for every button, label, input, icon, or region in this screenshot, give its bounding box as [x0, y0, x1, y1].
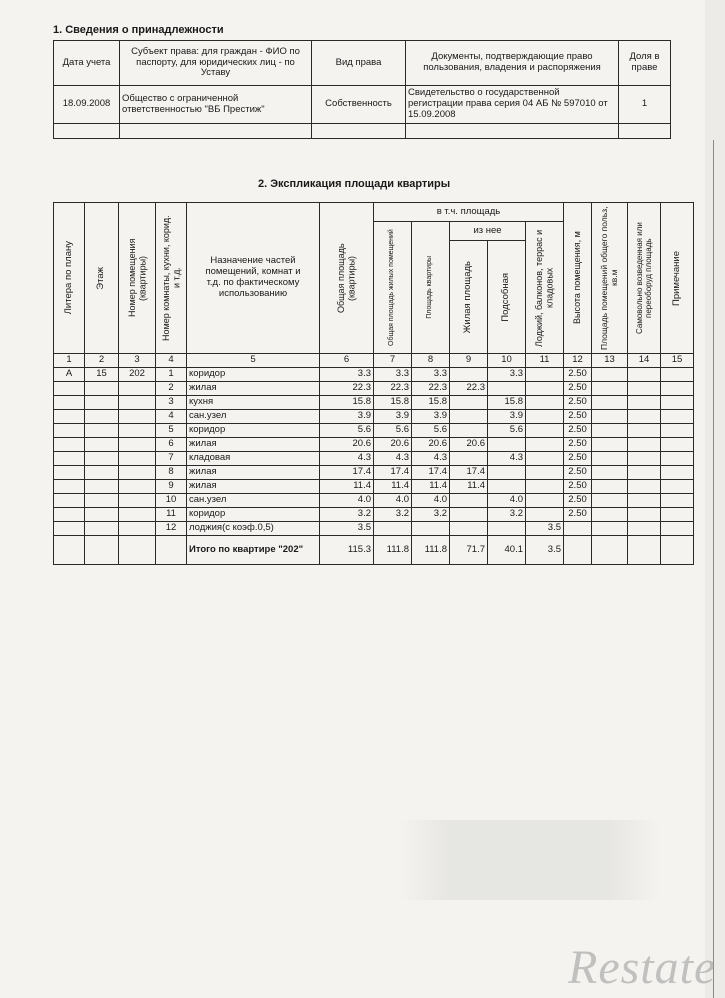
cell-lit: [54, 438, 85, 452]
cell-h: 2.50: [564, 368, 592, 382]
page-edge: [713, 140, 714, 998]
cell-log: [526, 368, 564, 382]
cell-total: 11.4: [320, 480, 374, 494]
cell-log: [526, 410, 564, 424]
table-row: [54, 452, 694, 466]
total-living: 71.7: [450, 536, 488, 565]
cell-name: лоджия(с коэф.0,5): [187, 522, 320, 536]
header-apt-area: Площадь квартиры: [426, 256, 434, 319]
cell-empty: [628, 522, 661, 536]
column-number: 1: [54, 354, 85, 368]
cell-floor: [85, 522, 119, 536]
cell-lit: А: [54, 368, 85, 382]
cell-lt: [374, 522, 412, 536]
cell-lt: 15.8: [374, 396, 412, 410]
cell-empty: [592, 466, 628, 480]
cell-lit: [54, 480, 85, 494]
table-row: [54, 522, 694, 536]
owner-subject: Общество с ограниченной ответственностью "ВБ Престиж": [120, 86, 312, 124]
cell-lt: 5.6: [374, 424, 412, 438]
cell-apa: 20.6: [412, 438, 450, 452]
cell-total: 5.6: [320, 424, 374, 438]
column-number: 5: [187, 354, 320, 368]
cell-log: [526, 424, 564, 438]
header-subject: Субъект права: для граждан - ФИО по паспорту, для юридических лиц - по Уставу: [120, 41, 312, 86]
total-row: [54, 536, 694, 565]
back-side-bleed: [400, 820, 660, 900]
cell-lit: [54, 452, 85, 466]
cell-room: 12: [156, 522, 187, 536]
cell-liv: 20.6: [450, 438, 488, 452]
cell-empty: [628, 452, 661, 466]
cell-apa: 3.2: [412, 508, 450, 522]
table-row: [54, 480, 694, 494]
cell-liv: 22.3: [450, 382, 488, 396]
cell-apt: [119, 438, 156, 452]
cell-total: 15.8: [320, 396, 374, 410]
cell-apa: 11.4: [412, 480, 450, 494]
cell-log: 3.5: [526, 522, 564, 536]
cell-name: кухня: [187, 396, 320, 410]
cell-log: [526, 396, 564, 410]
cell-room: 1: [156, 368, 187, 382]
cell-aux: [488, 438, 526, 452]
cell-h: [564, 522, 592, 536]
total-aux: 40.1: [488, 536, 526, 565]
header-floor: Этаж: [95, 266, 107, 290]
cell-total: 3.3: [320, 368, 374, 382]
cell-empty: [592, 480, 628, 494]
cell-empty: [592, 382, 628, 396]
cell-empty: [628, 410, 661, 424]
cell-apa: 5.6: [412, 424, 450, 438]
cell-log: [526, 452, 564, 466]
cell-name: жилая: [187, 438, 320, 452]
header-note: Примечание: [670, 250, 682, 306]
column-number: 12: [564, 354, 592, 368]
cell-apt: [119, 396, 156, 410]
cell-liv: [450, 494, 488, 508]
ownership-table: [53, 40, 671, 139]
cell-liv: [450, 452, 488, 466]
column-numbers-row: [54, 354, 694, 368]
owner-share: 1: [619, 86, 671, 124]
cell-empty: [628, 466, 661, 480]
cell-h: 2.50: [564, 424, 592, 438]
total-label: Итого по квартире "202": [187, 536, 320, 565]
cell-aux: 5.6: [488, 424, 526, 438]
section1-title: 1. Сведения о принадлежности: [53, 24, 224, 36]
header-date: Дата учета: [54, 41, 120, 86]
cell-name: коридор: [187, 508, 320, 522]
cell-aux: [488, 466, 526, 480]
column-number: 9: [450, 354, 488, 368]
cell-liv: [450, 522, 488, 536]
cell-name: кладовая: [187, 452, 320, 466]
header-purpose: Назначение частей помещений, комнат и т.д. по фактическому использованию: [187, 203, 320, 354]
header-total-area: Общая площадь (квартиры): [336, 243, 357, 313]
cell-empty: [661, 508, 694, 522]
table-row: [54, 410, 694, 424]
cell-aux: 3.9: [488, 410, 526, 424]
cell-apa: 4.0: [412, 494, 450, 508]
cell-apa: 17.4: [412, 466, 450, 480]
cell-empty: [661, 410, 694, 424]
cell-lt: 17.4: [374, 466, 412, 480]
column-number: 4: [156, 354, 187, 368]
table-row: [54, 494, 694, 508]
cell-h: 2.50: [564, 466, 592, 480]
cell-h: 2.50: [564, 480, 592, 494]
cell-aux: 4.3: [488, 452, 526, 466]
cell-liv: [450, 410, 488, 424]
cell-lt: 20.6: [374, 438, 412, 452]
cell-floor: [85, 508, 119, 522]
owner-documents: Свидетельство о государственной регистрации права серия 04 АБ № 597010 от 15.09.2008: [406, 86, 619, 124]
column-number: 11: [526, 354, 564, 368]
cell-lt: 4.3: [374, 452, 412, 466]
cell-empty: [592, 522, 628, 536]
cell-lt: 3.3: [374, 368, 412, 382]
cell-room: 9: [156, 480, 187, 494]
cell-lit: [54, 396, 85, 410]
header-common-area: Площадь помещений общего польз, кв.м: [598, 206, 619, 350]
cell-empty: [661, 452, 694, 466]
cell-apt: [119, 424, 156, 438]
table-row: [54, 86, 671, 124]
cell-empty: [628, 438, 661, 452]
section2-title: 2. Экспликация площади квартиры: [258, 178, 451, 190]
cell-name: коридор: [187, 424, 320, 438]
cell-empty: [592, 438, 628, 452]
cell-apa: 3.9: [412, 410, 450, 424]
header-living: Жилая площадь: [462, 260, 474, 334]
total-loggia: 3.5: [526, 536, 564, 565]
cell-floor: [85, 480, 119, 494]
header-of-which: из нее: [450, 222, 526, 241]
cell-apa: 4.3: [412, 452, 450, 466]
cell-lit: [54, 494, 85, 508]
cell-apa: [412, 522, 450, 536]
cell-aux: 15.8: [488, 396, 526, 410]
cell-lt: 11.4: [374, 480, 412, 494]
cell-empty: [661, 522, 694, 536]
total-living-total: 111.8: [374, 536, 412, 565]
cell-apt: [119, 452, 156, 466]
cell-name: жилая: [187, 466, 320, 480]
table-row: [54, 466, 694, 480]
cell-empty: [628, 480, 661, 494]
header-living-total: Общая площадь жилых помещений: [388, 229, 396, 346]
cell-name: жилая: [187, 480, 320, 494]
cell-empty: [661, 368, 694, 382]
cell-total: 3.2: [320, 508, 374, 522]
cell-empty: [661, 466, 694, 480]
cell-aux: [488, 522, 526, 536]
cell-empty: [661, 494, 694, 508]
cell-room: 4: [156, 410, 187, 424]
table-row: [54, 438, 694, 452]
cell-floor: [85, 424, 119, 438]
cell-empty: [592, 452, 628, 466]
cell-h: 2.50: [564, 438, 592, 452]
cell-lit: [54, 508, 85, 522]
header-loggia: Лоджий, балконов, террас и кладовых: [534, 228, 555, 347]
column-number: 6: [320, 354, 374, 368]
cell-apt: [119, 522, 156, 536]
cell-log: [526, 494, 564, 508]
cell-h: 2.50: [564, 410, 592, 424]
header-right-type: Вид права: [312, 41, 406, 86]
cell-apt: [119, 466, 156, 480]
watermark: Restate: [568, 941, 717, 994]
cell-apa: 3.3: [412, 368, 450, 382]
cell-h: 2.50: [564, 396, 592, 410]
cell-floor: [85, 452, 119, 466]
cell-apt: [119, 382, 156, 396]
header-unauthorized-area: Самовольно возведенная или переоборуд площадь: [634, 222, 654, 334]
column-number: 14: [628, 354, 661, 368]
cell-lt: 4.0: [374, 494, 412, 508]
header-room-no: Номер комнаты, кухни, корид. и т.д.: [160, 215, 181, 341]
cell-aux: [488, 480, 526, 494]
column-number: 13: [592, 354, 628, 368]
cell-liv: 11.4: [450, 480, 488, 494]
column-number: 8: [412, 354, 450, 368]
cell-empty: [592, 410, 628, 424]
cell-liv: [450, 396, 488, 410]
cell-empty: [592, 494, 628, 508]
table-row: [54, 124, 671, 139]
area-explication-table: [53, 202, 694, 565]
cell-total: 20.6: [320, 438, 374, 452]
cell-log: [526, 382, 564, 396]
cell-log: [526, 508, 564, 522]
cell-apt: [119, 410, 156, 424]
cell-total: 22.3: [320, 382, 374, 396]
cell-empty: [628, 424, 661, 438]
cell-lit: [54, 522, 85, 536]
cell-floor: [85, 410, 119, 424]
cell-lit: [54, 382, 85, 396]
cell-empty: [661, 382, 694, 396]
cell-empty: [592, 368, 628, 382]
cell-floor: 15: [85, 368, 119, 382]
cell-lt: 3.9: [374, 410, 412, 424]
column-number: 10: [488, 354, 526, 368]
header-aux: Подсобная: [500, 272, 512, 322]
cell-room: 10: [156, 494, 187, 508]
cell-name: коридор: [187, 368, 320, 382]
cell-empty: [592, 424, 628, 438]
cell-room: 7: [156, 452, 187, 466]
column-number: 3: [119, 354, 156, 368]
cell-log: [526, 480, 564, 494]
cell-total: 17.4: [320, 466, 374, 480]
cell-aux: [488, 382, 526, 396]
cell-aux: 3.2: [488, 508, 526, 522]
cell-total: 3.9: [320, 410, 374, 424]
cell-apa: 15.8: [412, 396, 450, 410]
table-row: [54, 508, 694, 522]
table-row: [54, 424, 694, 438]
table-row: [54, 396, 694, 410]
cell-room: 5: [156, 424, 187, 438]
cell-name: сан.узел: [187, 410, 320, 424]
cell-lit: [54, 424, 85, 438]
cell-lt: 3.2: [374, 508, 412, 522]
cell-room: 2: [156, 382, 187, 396]
cell-empty: [661, 396, 694, 410]
cell-room: 3: [156, 396, 187, 410]
header-apt-no: Номер помещения (квартиры): [126, 238, 147, 318]
cell-h: 2.50: [564, 494, 592, 508]
cell-apt: [119, 508, 156, 522]
cell-empty: [628, 494, 661, 508]
cell-liv: 17.4: [450, 466, 488, 480]
owner-right-type: Собственность: [312, 86, 406, 124]
column-number: 2: [85, 354, 119, 368]
cell-total: 4.3: [320, 452, 374, 466]
header-height: Высота помещения, м: [572, 231, 583, 325]
owner-date: 18.09.2008: [54, 86, 120, 124]
cell-lit: [54, 410, 85, 424]
column-number: 15: [661, 354, 694, 368]
cell-name: сан.узел: [187, 494, 320, 508]
header-incl-area: в т.ч. площадь: [374, 203, 564, 222]
cell-h: 2.50: [564, 452, 592, 466]
table-row: [54, 368, 694, 382]
cell-h: 2.50: [564, 382, 592, 396]
header-share: Доля в праве: [619, 41, 671, 86]
cell-empty: [661, 438, 694, 452]
cell-log: [526, 438, 564, 452]
total-area: 115.3: [320, 536, 374, 565]
cell-apt: [119, 494, 156, 508]
cell-total: 4.0: [320, 494, 374, 508]
cell-log: [526, 466, 564, 480]
cell-empty: [628, 368, 661, 382]
cell-name: жилая: [187, 382, 320, 396]
cell-empty: [628, 396, 661, 410]
header-litera: Литера по плану: [62, 241, 74, 315]
cell-liv: [450, 508, 488, 522]
cell-h: 2.50: [564, 508, 592, 522]
table-row: [54, 382, 694, 396]
cell-apt: [119, 480, 156, 494]
cell-room: 6: [156, 438, 187, 452]
cell-apa: 22.3: [412, 382, 450, 396]
cell-empty: [592, 396, 628, 410]
cell-lit: [54, 466, 85, 480]
cell-empty: [628, 382, 661, 396]
cell-aux: 4.0: [488, 494, 526, 508]
cell-liv: [450, 424, 488, 438]
cell-floor: [85, 438, 119, 452]
column-number: 7: [374, 354, 412, 368]
cell-floor: [85, 466, 119, 480]
cell-aux: 3.3: [488, 368, 526, 382]
cell-empty: [592, 508, 628, 522]
cell-floor: [85, 382, 119, 396]
cell-floor: [85, 494, 119, 508]
cell-empty: [661, 424, 694, 438]
header-documents: Документы, подтверждающие право пользования, владения и распоряжения: [406, 41, 619, 86]
cell-room: 8: [156, 466, 187, 480]
cell-empty: [661, 480, 694, 494]
cell-room: 11: [156, 508, 187, 522]
cell-liv: [450, 368, 488, 382]
cell-apt: 202: [119, 368, 156, 382]
cell-total: 3.5: [320, 522, 374, 536]
cell-floor: [85, 396, 119, 410]
cell-empty: [628, 508, 661, 522]
cell-lt: 22.3: [374, 382, 412, 396]
total-apt-area: 111.8: [412, 536, 450, 565]
